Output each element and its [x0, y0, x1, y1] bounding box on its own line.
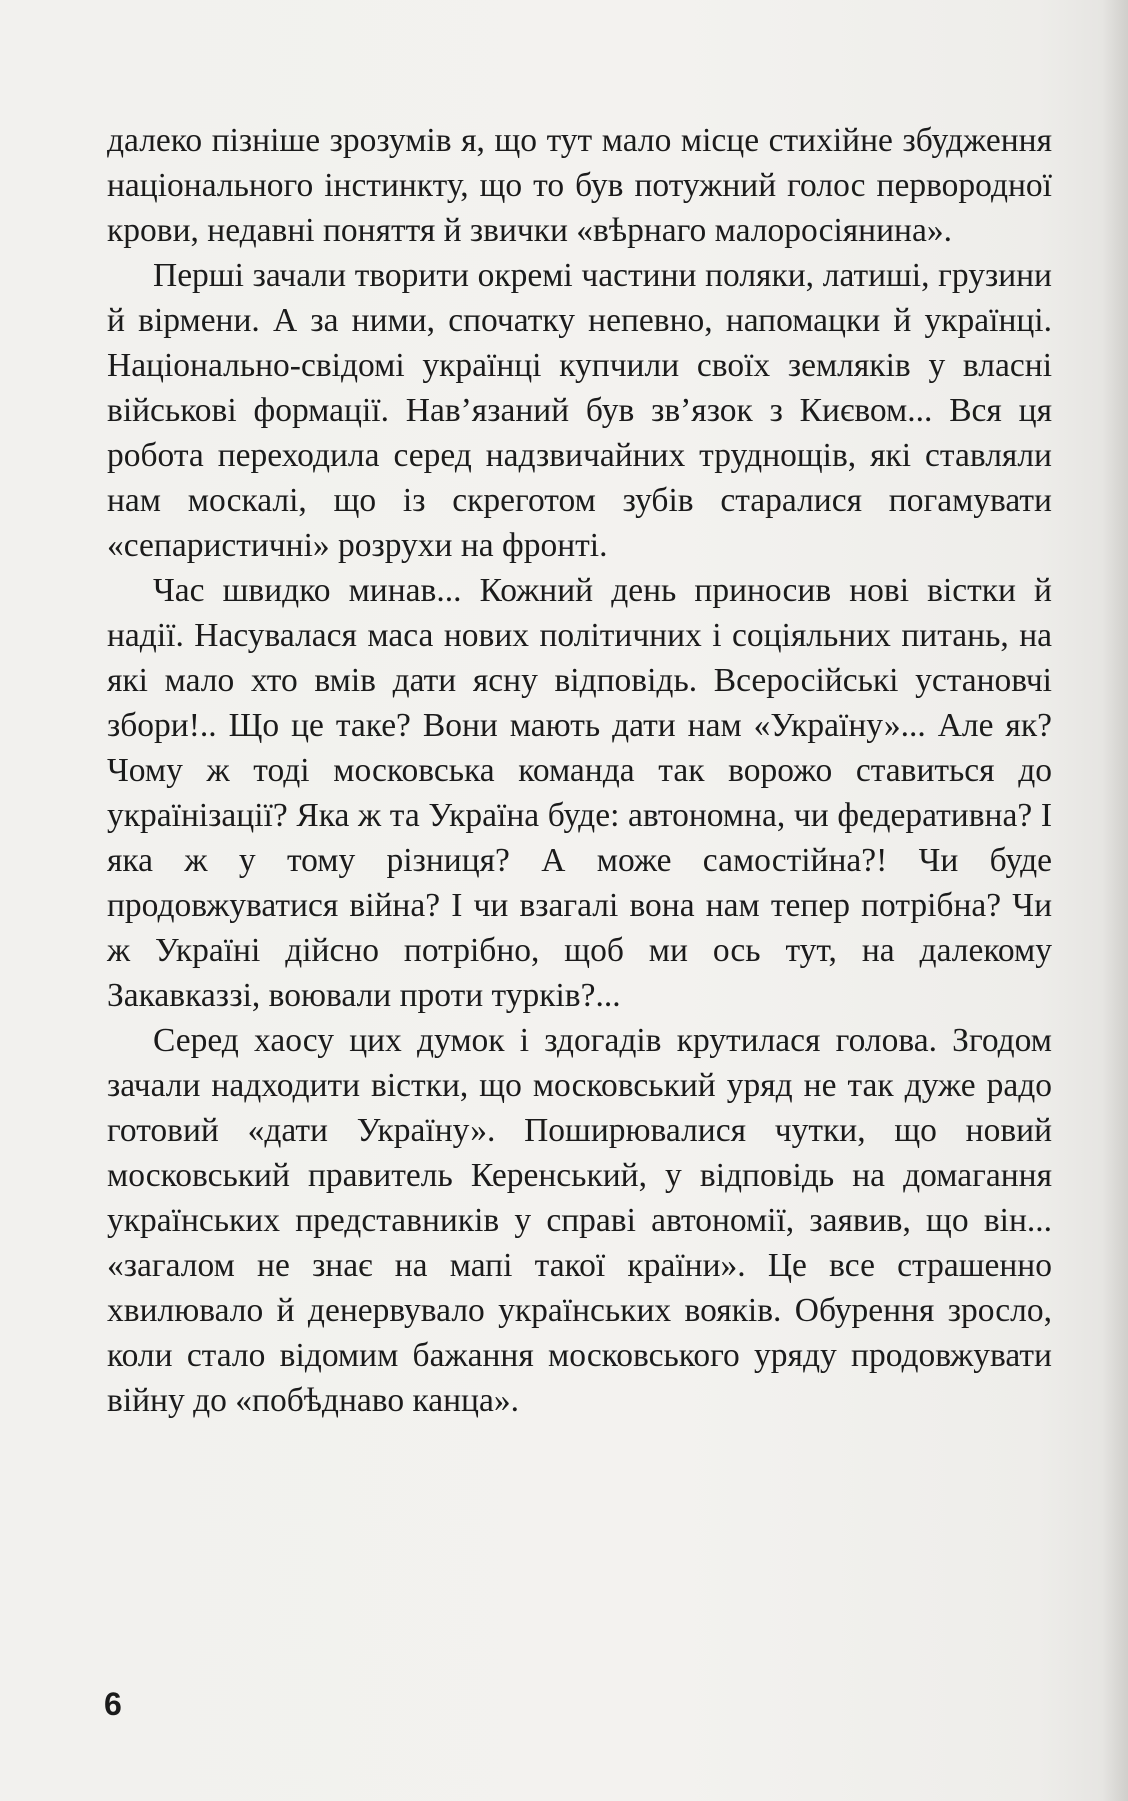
paragraph-2: Перші зачали творити окремі частини поляки, латиші, грузини й вірмени. А за ними, спочатку непевно, напомацки й українці. Національно-свідомі українці купчили своїх земляків у власні військові формації. Нав’язаний був зв’язок з Києвом... Вся ця робота переходила серед надзвичайних труднощів, які ставляли нам москалі, що із скреготом зубів старалися погамувати «сепаристичні» розрухи на фронті. — [107, 257, 1052, 564]
page-number: 6 — [104, 1686, 122, 1722]
spine-shadow — [1102, 0, 1128, 1801]
paragraph-1: далеко пізніше зрозумів я, що тут мало місце стихійне збудження національного інстинкту, що то був потужний голос первородної крови, недавні поняття й звички «вѣрнаго малоросіянина». — [107, 122, 1052, 249]
paragraph-3: Час швидко минав... Кожний день приносив нові вістки й надії. Насувалася маса нових політичних і соціяльних питань, на які мало хто вмів дати ясну відповідь. Всеросійські установчі збори!.. Що це таке? Вони мають дати нам «Україну»... Але як? Чому ж тоді московська команда так ворожо ставиться до українізації? Яка ж та Україна буде: автономна, чи федеративна? І яка ж у тому різниця? А може самостійна?! Чи буде продовжуватися війна? І чи взагалі вона нам тепер потрібна? Чи ж Україні дійсно потрібно, щоб ми ось тут, на далекому Закавказзі, воювали проти турків?... — [107, 572, 1052, 1014]
paragraph-4: Серед хаосу цих думок і здогадів крутилася голова. Згодом зачали надходити вістки, що московський уряд не так дуже радо готовий «дати Україну». Поширювалися чутки, що новий московський правитель Керенський, у відповідь на домагання українських представників у справі автономії, заявив, що він... «загалом не знає на мапі такої країни». Це все страшенно хвилювало й денервувало українських вояків. Обурення зросло, коли стало відомим бажання московського уряду продовжувати війну до «побѣднаво канца». — [107, 1022, 1052, 1419]
body-text — [107, 118, 1052, 1423]
